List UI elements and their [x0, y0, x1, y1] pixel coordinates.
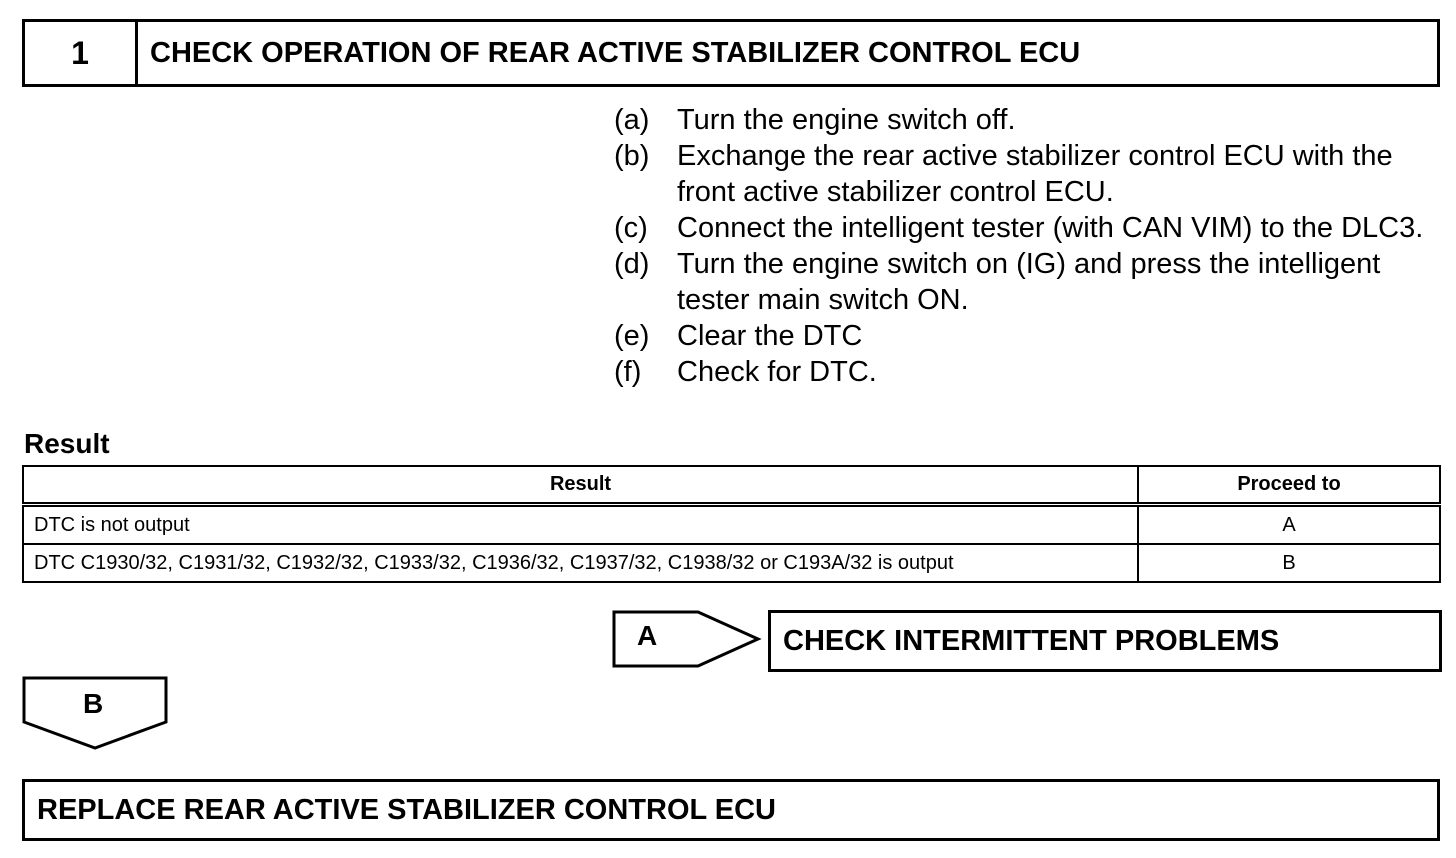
instruction-item [614, 102, 1444, 138]
instruction-mark: (e) [614, 320, 650, 352]
instruction-item [614, 138, 1444, 210]
column-header-proceed: Proceed to [1138, 466, 1440, 505]
instruction-text: Turn the engine switch off. [677, 104, 1016, 136]
proceed-cell: A [1138, 505, 1440, 545]
branch-a-arrow [612, 610, 762, 668]
instruction-item [614, 354, 1444, 390]
table-row [23, 544, 1440, 582]
instruction-item [614, 318, 1444, 354]
step-title: CHECK OPERATION OF REAR ACTIVE STABILIZER CONTROL ECU [150, 36, 1081, 69]
instruction-text: Check for DTC. [677, 356, 877, 388]
instruction-mark: (d) [614, 248, 650, 280]
result-cell: DTC is not output [23, 505, 1138, 545]
instruction-text: Clear the DTC [677, 320, 863, 352]
branch-b-label: B [83, 688, 104, 719]
instruction-text: Exchange the rear active stabilizer control ECU with the front active stabilizer control ECU. [677, 140, 1393, 208]
instruction-text: Turn the engine switch on (IG) and press the intelligent tester main switch ON. [677, 248, 1381, 316]
branch-b-action: REPLACE REAR ACTIVE STABILIZER CONTROL ECU [22, 779, 1440, 841]
branch-a-label: A [637, 620, 658, 651]
result-cell: DTC C1930/32, C1931/32, C1932/32, C1933/32, C1936/32, C1937/32, C1938/32 or C193A/32 is output [23, 544, 1138, 582]
result-table [22, 465, 1441, 583]
step-header [22, 19, 1440, 87]
table-header-row [23, 466, 1440, 505]
table-row [23, 505, 1440, 545]
column-header-result: Result [23, 466, 1138, 505]
instruction-list [614, 102, 1444, 390]
result-heading: Result [24, 428, 110, 459]
instruction-text: Connect the intelligent tester (with CAN VIM) to the DLC3. [677, 212, 1424, 244]
instruction-mark: (c) [614, 212, 648, 244]
instruction-item [614, 246, 1444, 318]
branch-a-action: CHECK INTERMITTENT PROBLEMS [768, 610, 1442, 672]
instruction-item [614, 210, 1444, 246]
proceed-cell: B [1138, 544, 1440, 582]
instruction-mark: (f) [614, 356, 642, 388]
instruction-mark: (a) [614, 104, 650, 136]
step-number: 1 [25, 22, 138, 84]
instruction-mark: (b) [614, 140, 650, 172]
